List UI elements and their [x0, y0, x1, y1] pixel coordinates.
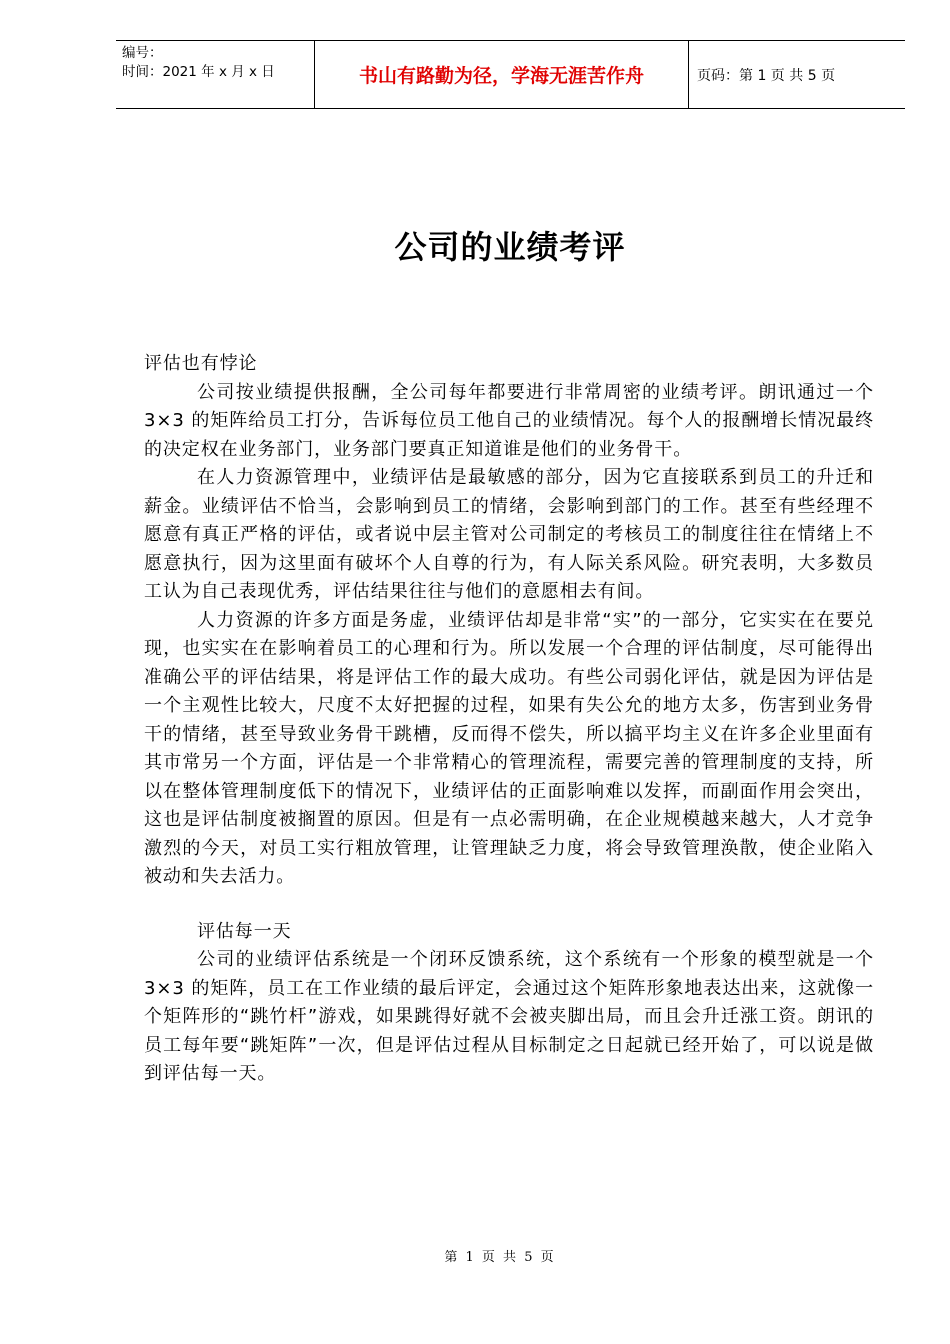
document-title: 公司的业绩考评: [394, 228, 626, 266]
page-footer: 第 1 页 共 5 页: [444, 1250, 556, 1265]
header-motto: 书山有路勤为径，学海无涯苦作舟: [315, 41, 689, 108]
paragraph: 公司按业绩提供报酬，全公司每年都要进行非常周密的业绩考评。朗讯通过一个 3×3 的矩阵给员工打分，告诉每位员工他自己的业绩情况。每个人的报酬增长情况最终的决定权在业务部门，业务部门要真正知道谁是他们的业务骨干。: [144, 381, 874, 460]
paragraph: 人力资源的许多方面是务虚，业绩评估却是非常“实”的一部分，它实实在在要兑现，也实实在在影响着员工的心理和行为。所以发展一个合理的评估制度，尽可能得出准确公平的评估结果，将是评估工作的最大成功。有些公司弱化评估，就是因为评估是一个主观性比较大，尺度不太好把握的过程，如果有失公允的地方太多，伤害到业务骨干的情绪，甚至导致业务骨干跳槽，反而得不偿失，所以搞平均主义在许多企业里面有其市常另一个方面，评估是一个非常精心的管理流程，需要完善的管理制度的支持，所以在整体管理制度低下的情况下，业绩评估的正面影响难以发挥，而副面作用会突出，这也是评估制度被搁置的原因。但是有一点必需明确，在企业规模越来越大，人才竞争激烈的今天，对员工实行粗放管理，让管理缺乏力度，将会导致管理涣散，使企业陷入被动和失去活力。: [144, 609, 874, 887]
paragraph: 在人力资源管理中，业绩评估是最敏感的部分，因为它直接联系到员工的升迁和薪金。业绩评估不恰当，会影响到员工的情绪，会影响到部门的工作。甚至有些经理不愿意有真正严格的评估，或者说中层主管对公司制定的考核员工的制度往往在情绪上不愿意执行，因为这里面有破坏个人自尊的行为，有人际关系风险。研究表明，大多数员工认为自己表现优秀，评估结果往往与他们的意愿相去有间。: [144, 467, 874, 602]
time-label: 时间：2021 年 x 月 x 日: [122, 64, 275, 80]
document-body: [144, 350, 874, 1089]
section-heading: 评估每一天: [197, 920, 292, 942]
paragraph: 公司的业绩评估系统是一个闭环反馈系统，这个系统有一个形象的模型就是一个 3×3 的矩阵，员工在工作业绩的最后评定，会通过这个矩阵形象地表达出来，这就像一个矩阵形的“跳竹杆”游戏，如果跳得好就不会被夹脚出局，而且会升迁涨工资。朗讯的员工每年要“跳矩阵”一次，但是评估过程从目标制定之日起就已经开始了，可以说是做到评估每一天。: [144, 949, 874, 1084]
page-header: [116, 40, 905, 109]
number-label: 编号：: [122, 45, 163, 61]
header-meta: [116, 41, 315, 108]
section-heading: 评估也有悖论: [144, 353, 258, 374]
header-page-info: 页码：第 1 页 共 5 页: [697, 67, 836, 84]
